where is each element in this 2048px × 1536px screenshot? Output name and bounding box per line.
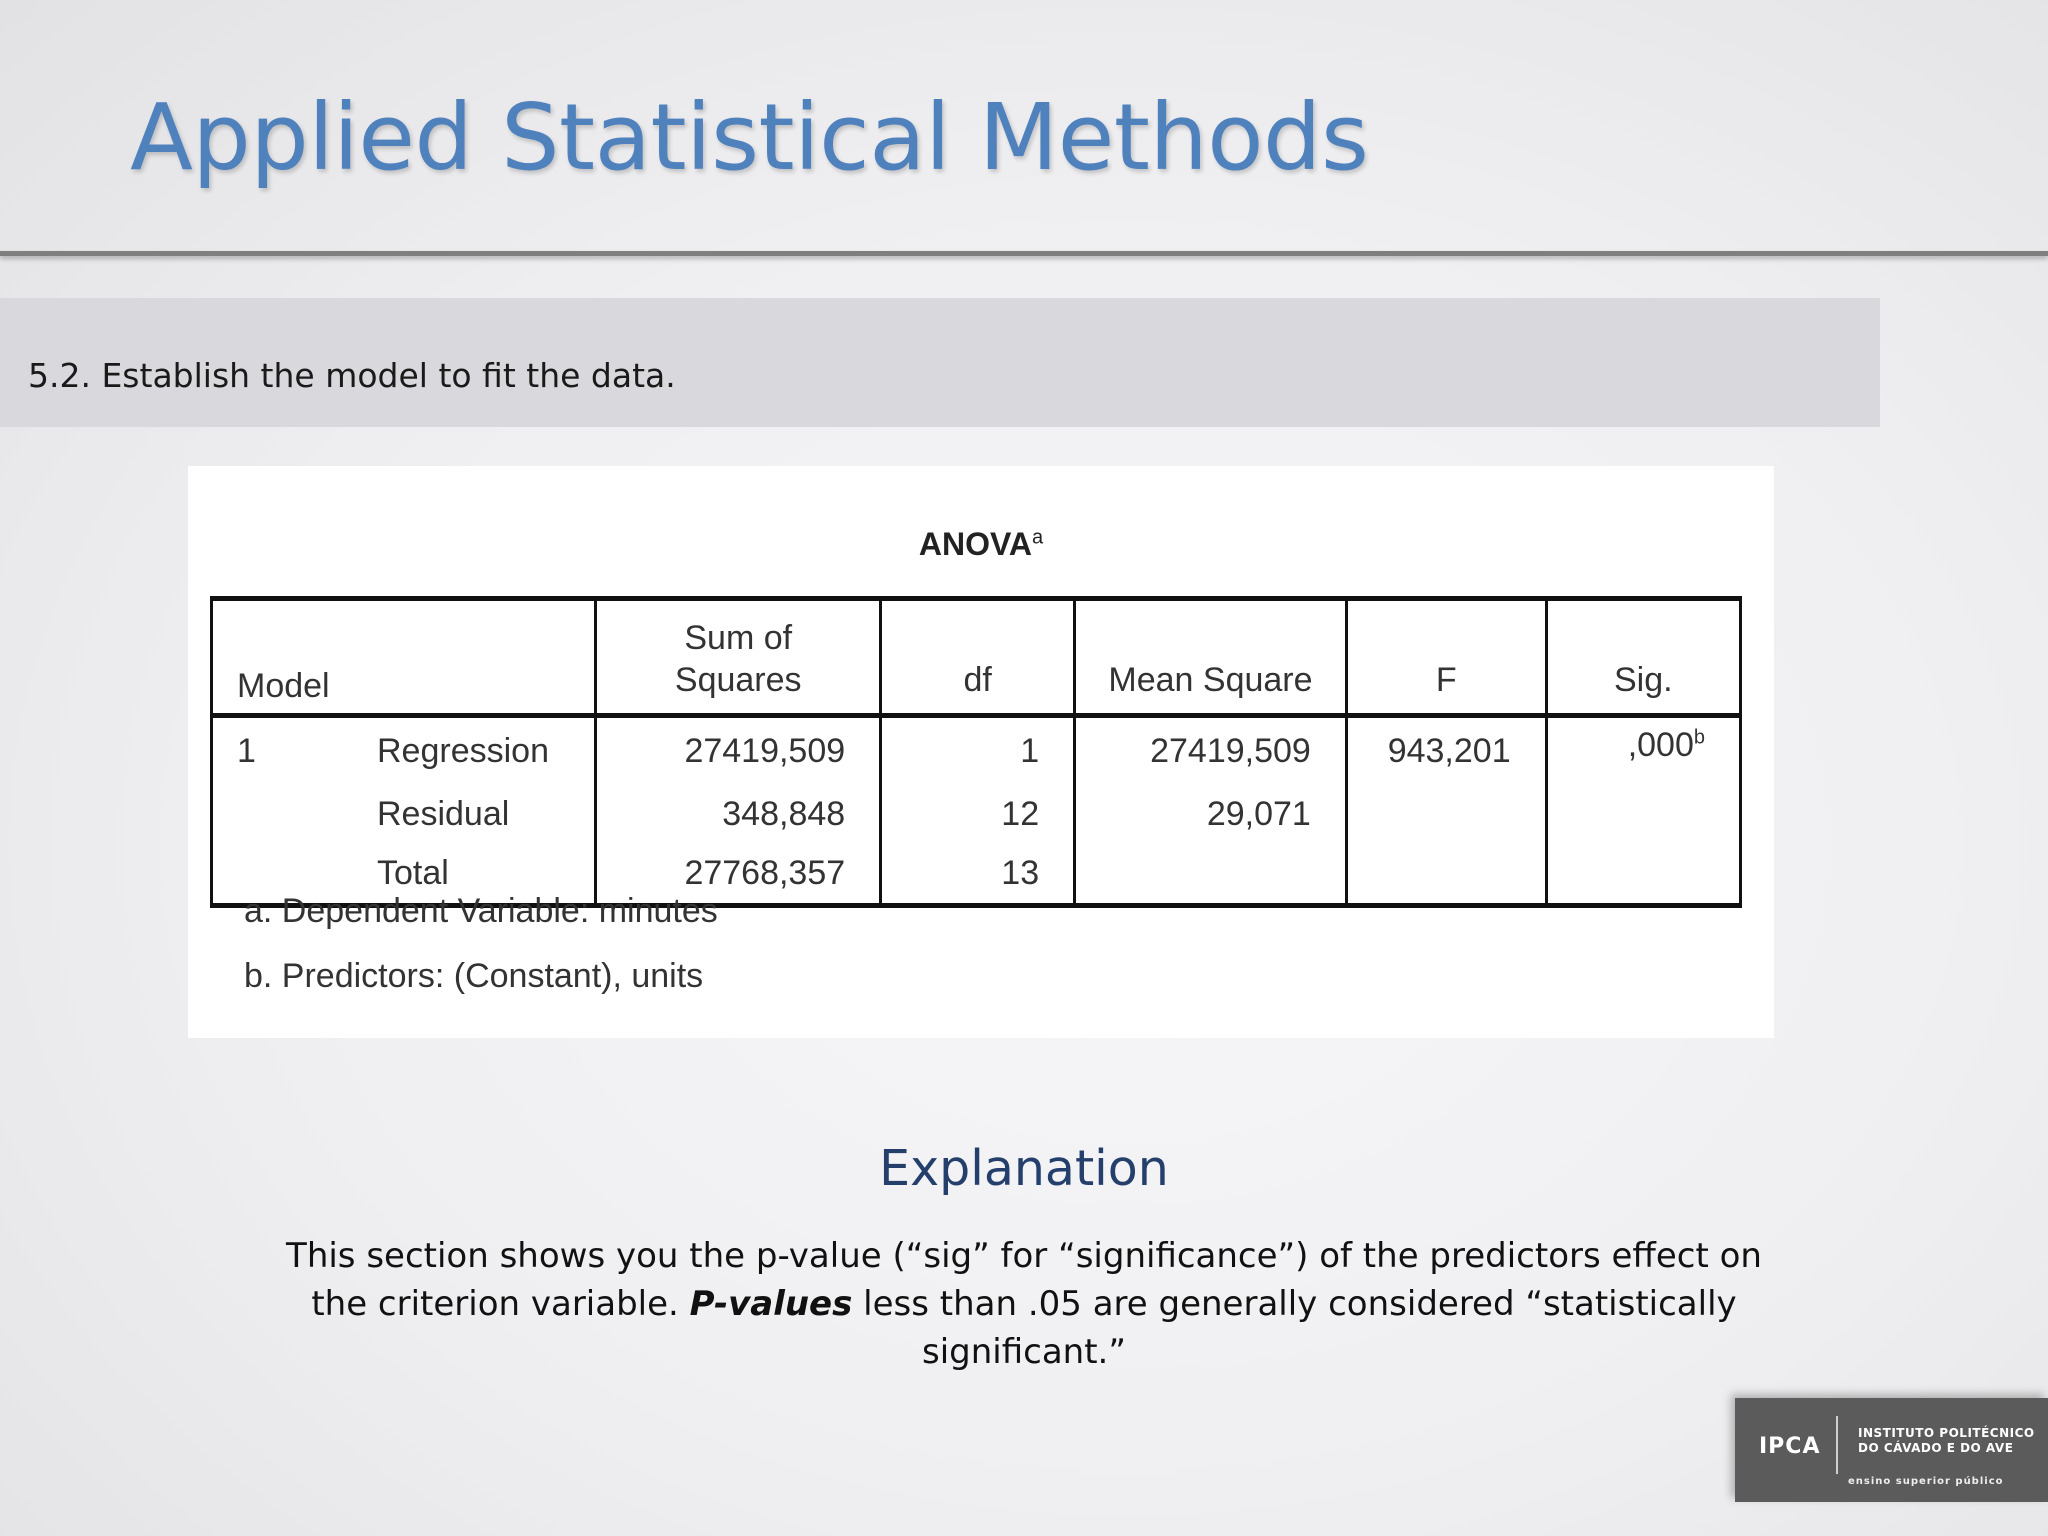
- header-sum-of-squares-line2: Squares: [674, 661, 802, 699]
- subtitle-text: 5.2. Establish the model to fit the data.: [28, 356, 676, 395]
- cell-sig: [1546, 785, 1740, 844]
- sig-footnote-mark: b: [1693, 726, 1705, 749]
- cell-mean-square: [1075, 844, 1347, 906]
- header-df: df: [881, 599, 1075, 716]
- sig-value: ,000: [1627, 726, 1694, 764]
- header-mean-square: Mean Square: [1075, 599, 1347, 716]
- cell-sig: [1546, 844, 1740, 906]
- logo-tagline: ensino superior público: [1848, 1476, 2004, 1487]
- explanation-line1: This section shows you the p-value (“sig” for “significance”) of the predictors effect on: [286, 1236, 1762, 1276]
- cell-sum-of-squares: 27419,509: [596, 716, 881, 786]
- subtitle-band: [0, 298, 1880, 427]
- header-sum-of-squares-line1: Sum of: [684, 619, 793, 657]
- ipca-logo-mark: IPCA: [1759, 1434, 1821, 1459]
- header-f: F: [1346, 599, 1546, 716]
- model-number: 1: [237, 732, 256, 770]
- model-cell: [212, 716, 596, 786]
- cell-sum-of-squares: 348,848: [596, 785, 881, 844]
- slide-title: Applied Statistical Methods: [130, 84, 1369, 191]
- anova-title-footnote-mark: a: [1032, 526, 1044, 549]
- title-divider: [0, 251, 2048, 256]
- row-label: Residual: [377, 795, 510, 833]
- cell-f: 943,201: [1346, 716, 1546, 786]
- header-model: Model: [212, 599, 596, 716]
- cell-mean-square: 29,071: [1075, 785, 1347, 844]
- anova-panel: [188, 466, 1774, 1038]
- cell-df: 13: [881, 844, 1075, 906]
- header-sum-of-squares: [596, 599, 881, 716]
- cell-df: 12: [881, 785, 1075, 844]
- cell-f: [1346, 844, 1546, 906]
- footnote-dependent-variable: a. Dependent Variable: minutes: [244, 892, 718, 930]
- explanation-heading: Explanation: [879, 1140, 1169, 1197]
- explanation-emphasis: P-values: [689, 1284, 853, 1324]
- table-row: [212, 716, 1741, 786]
- header-sig: Sig.: [1546, 599, 1740, 716]
- table-row: [212, 785, 1741, 844]
- explanation-line2-end: less than .05 are generally considered “statistically significant.”: [852, 1284, 1737, 1372]
- cell-sum-of-squares: 27768,357: [596, 844, 881, 906]
- anova-header-row: [212, 599, 1741, 716]
- anova-table: [210, 596, 1742, 908]
- cell-f: [1346, 785, 1546, 844]
- institution-name-line2: DO CÁVADO E DO AVE: [1858, 1441, 2014, 1455]
- institution-name: [1858, 1426, 2035, 1456]
- anova-title-text: ANOVA: [918, 526, 1033, 562]
- model-cell: [212, 785, 596, 844]
- cell-mean-square: 27419,509: [1075, 716, 1347, 786]
- cell-sig: [1546, 716, 1740, 786]
- institution-name-line1: INSTITUTO POLITÉCNICO: [1858, 1426, 2035, 1440]
- row-label: Regression: [377, 732, 549, 770]
- ipca-logo: [1735, 1398, 2048, 1502]
- cell-df: 1: [881, 716, 1075, 786]
- footnote-predictors: b. Predictors: (Constant), units: [244, 957, 704, 995]
- explanation-body: [240, 1232, 1808, 1376]
- explanation-line2-start: the criterion variable.: [311, 1284, 690, 1324]
- logo-separator: [1836, 1416, 1838, 1474]
- anova-title: [188, 526, 1774, 563]
- row-label: Total: [377, 854, 449, 892]
